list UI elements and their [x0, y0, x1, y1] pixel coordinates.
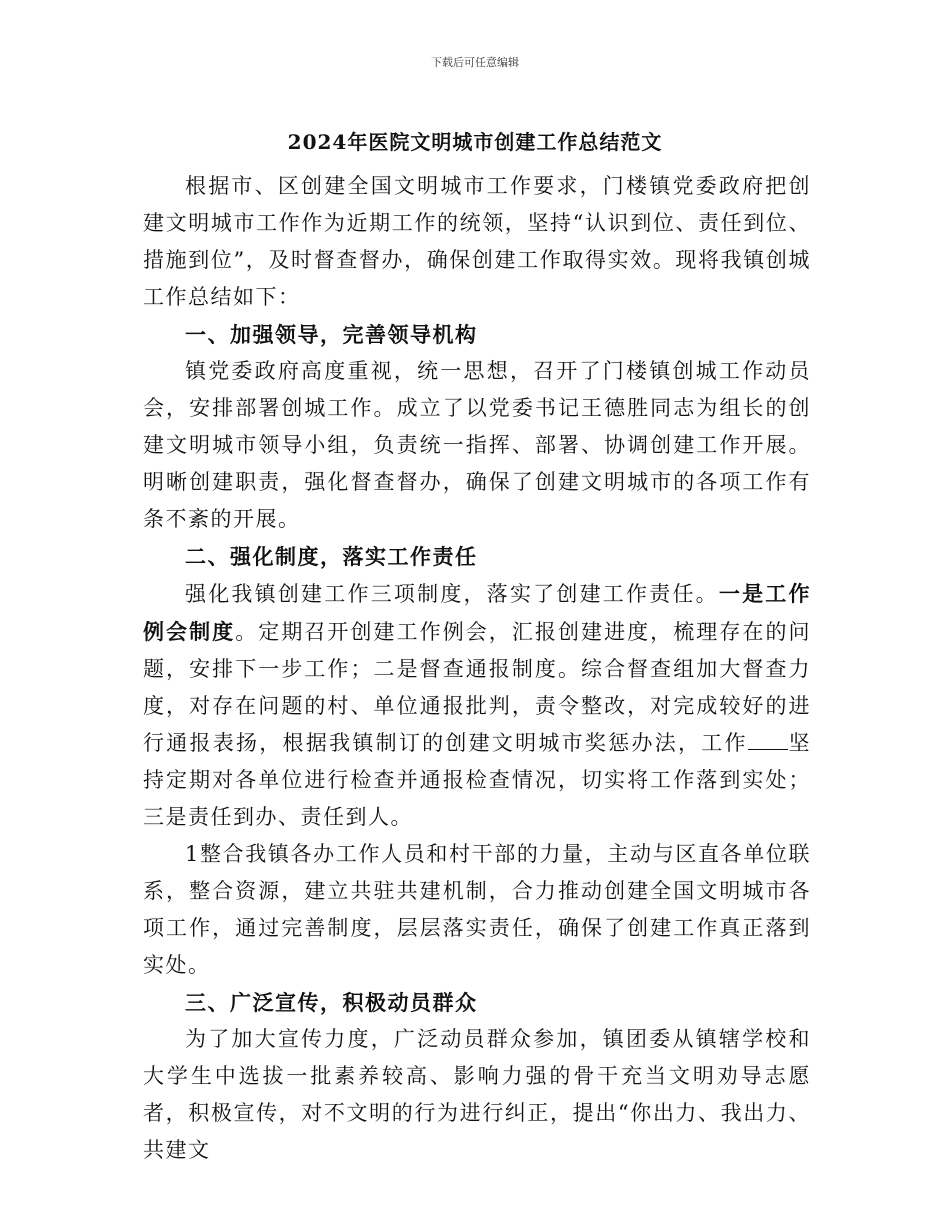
section-2-lead-text: 强化我镇创建工作三项制度，落实了创建工作责任。	[185, 582, 719, 606]
section-3-heading: 三、广泛宣传，积极动员群众	[185, 990, 478, 1015]
section-2-paragraph-2: 1整合我镇各办工作人员和村干部的力量，主动与区直各单位联系，整合资源，建立共驻共建机制，合力推动创建全国文明城市各项工作，通过完善制度，层层落实责任，确保了创建工作真正落到实处。	[143, 842, 811, 977]
section-2-middle-text: 。定期召开创建工作例会，汇报创建进度，梳理存在的问题，安排下一步工作；二是督查通报制度。综合督查组加大督查力度，对存在问题的村、单位通报批判，责令整改，对完成较好的进行通报表扬，根据我镇制订的创建文明城市奖惩办法，工作	[143, 620, 812, 755]
section-2-heading: 二、强化制度，落实工作责任	[185, 544, 478, 569]
document-body	[143, 168, 811, 1169]
section-2-tail-text: 坚持定期对各单位进行检查并通报检查情况，切实将工作落到实处；三是责任到办、责任到人。	[143, 731, 812, 829]
section-1-heading: 一、加强领导，完善领导机构	[185, 322, 478, 347]
section-3-paragraph: 为了加大宣传力度，广泛动员群众参加，镇团委从镇辖学校和大学生中选拔一批素养较高、影响力强的骨干充当文明劝导志愿者，积极宣传，对不文明的行为进行纠正，提出“你出力、我出力、共建文	[143, 1027, 811, 1162]
blank-underline	[748, 731, 788, 750]
document-title: 2024年医院文明城市创建工作总结范文	[287, 130, 663, 154]
intro-paragraph: 根据市、区创建全国文明城市工作要求，门楼镇党委政府把创建文明城市工作作为近期工作的统领，坚持“认识到位、责任到位、措施到位”，及时督查督办，确保创建工作取得实效。现将我镇创城工作总结如下：	[143, 174, 811, 309]
header-note: 下载后可任意编辑	[431, 56, 519, 69]
section-2-paragraph	[143, 575, 811, 836]
section-1-paragraph: 镇党委政府高度重视，统一思想，召开了门楼镇创城工作动员会，安排部署创城工作。成立了以党委书记王德胜同志为组长的创建文明城市领导小组，负责统一指挥、部署、协调创建工作开展。明晰创建职责，强化督查督办，确保了创建文明城市的各项工作有条不紊的开展。	[143, 359, 811, 531]
section-2-bold-phrase: 一是工作例会制度	[143, 581, 812, 644]
